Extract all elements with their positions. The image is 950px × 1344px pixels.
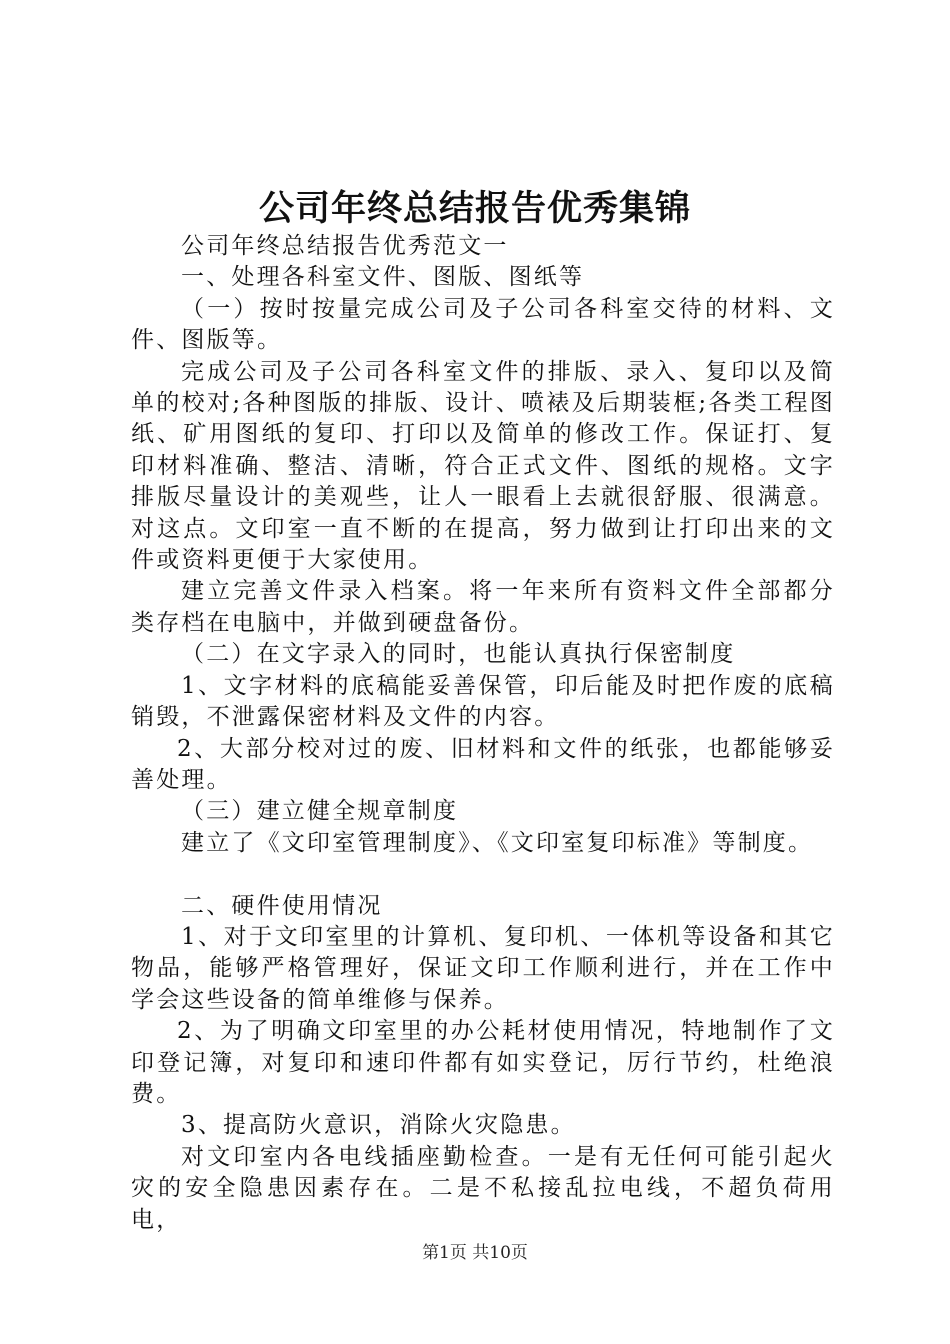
- list-item: 1、文字材料的底稿能妥善保管，印后能及时把作废的底稿销毁，不泄露保密材料及文件的内容。: [131, 672, 835, 731]
- blank-line: [131, 859, 835, 890]
- paragraph-subtitle: 公司年终总结报告优秀范文一: [181, 233, 509, 259]
- paragraph: 建立了《文印室管理制度》、《文印室复印标准》等制度。: [181, 829, 814, 856]
- subsection-heading-1: （一）按时按量完成公司及子公司各科室交待的材料、文件、图版等。: [131, 295, 835, 354]
- paragraph: 对文印室内各电线插座勤检查。一是有无任何可能引起火灾的安全隐患因素存在。二是不私接乱拉电线，不超负荷用电，: [131, 1143, 835, 1233]
- section-heading-1: 一、处理各科室文件、图版、图纸等: [181, 264, 585, 291]
- list-item: 2、为了明确文印室里的办公耗材使用情况，特地制作了文印登记簿，对复印和速印件都有如实登记，厉行节约，杜绝浪费。: [131, 1018, 835, 1107]
- document-title: 公司年终总结报告优秀集锦: [258, 188, 691, 229]
- list-item: 3、提高防火意识，消除火灾隐患。: [181, 1112, 576, 1139]
- list-item: 2、大部分校对过的废、旧材料和文件的纸张，也都能够妥善处理。: [131, 735, 835, 793]
- list-item: 1、对于文印室里的计算机、复印机、一体机等设备和其它物品，能够严格管理好，保证文印工作顺利进行，并在工作中学会这些设备的简单维修与保养。: [131, 923, 835, 1013]
- paragraph: 建立完善文件录入档案。将一年来所有资料文件全部都分类存档在电脑中，并做到硬盘备份。: [131, 578, 835, 636]
- paragraph: 完成公司及子公司各科室文件的排版、录入、复印以及简单的校对;各种图版的排版、设计、喷裱及后期装框;各类工程图纸、矿用图纸的复印、打印以及简单的修改工作。保证打、复印材料准确、整洁、清晰，符合正式文件、图纸的规格。文字排版尽量设计的美观些，让人一眼看上去就很舒服、很满意。对这点。文印室一直不断的在提高，努力做到让打印出来的文件或资料更便于大家使用。: [131, 358, 835, 574]
- subsection-heading-3: （三）建立健全规章制度: [181, 798, 459, 825]
- page-number-footer: 第1页 共10页: [422, 1243, 528, 1263]
- document-body: [131, 231, 835, 1236]
- subsection-heading-2: （二）在文字录入的同时，也能认真执行保密制度: [181, 641, 736, 668]
- section-heading-2: 二、硬件使用情况: [181, 892, 383, 919]
